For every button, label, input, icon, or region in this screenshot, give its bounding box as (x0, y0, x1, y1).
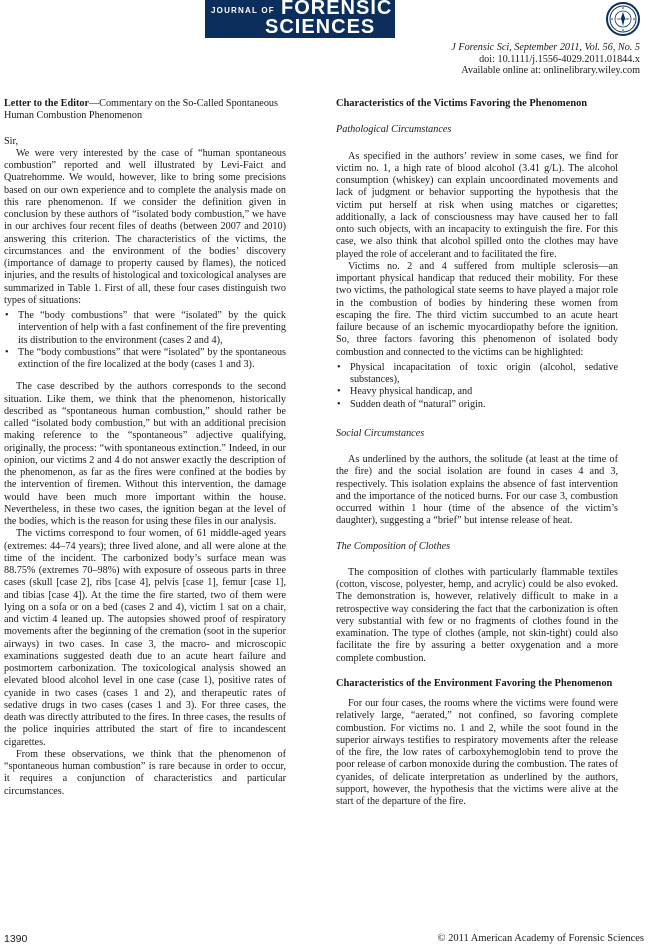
letter-title-subject: —Commentary on the So-Called Spontaneous Human Combustion Phenomenon (4, 98, 278, 122)
subheading-pathological: Pathological Circumstances (336, 124, 452, 136)
section-heading-victims: Characteristics of the Victims Favoring the Phenomenon (336, 98, 588, 109)
letter-paragraph-3: The victims correspond to four women, of 61 middle-aged years (extremes: 44–74 years); three lived alone, and all were alone at the time of the incident. The carbonized body’s surface mean was 88.75% (extremes 70–98%) with exposure of osseous parts in three cases (skull [case 2], ribs [case 4], pelvis [case 1], femur [case 1], and tibias [case 4]). At the time the fire started, two of them were lying on a sofa or on a bed (cases 2 and 4), victim 1 sat on a chair, and victim 4 leaned up. The autopsies showed proof of respiratory movements after the beginning of the cremation (soot in the superior airways) in two cases. In case 3, the macro- and microscopic examinations suggested death due to an acute heart failure and postmortem carbonization. The toxicological analysis showed an elevated blood alcohol level in one case (case 1), positive rates of cyanide in two cases (cases 1 and 2), and therapeutic rates of sedative drugs in two cases (cases 1 and 3). For three cases, the death was directly attributed to the fires. In three cases, the results of the police inquiries attributed the start of fire to incandescent cigarettes. (4, 528, 286, 748)
situation-list (4, 310, 286, 371)
right-paragraph-3: As underlined by the authors, the solitude (at least at the time of the fire) and the social isolation are found in cases 4 and 3, respectively. This isolation explains the absence of fast intervention and the importance of the noticed burns. For our case 3, combustion occurred within 1 hour (time of the absence of the victim’s daughter), suggesting a “brief” but intense release of heat. (336, 454, 618, 527)
list-item: • Physical incapacitation of toxic origin (alcohol, sedative substances), (336, 362, 618, 387)
masthead-sciences: SCIENCES (265, 16, 376, 38)
citation-block (340, 42, 640, 77)
masthead-journal-of: JOURNAL OF (211, 6, 275, 15)
page-number: 1390 (4, 933, 28, 945)
factor-list (336, 362, 618, 411)
list-item: • Heavy physical handicap, and (336, 386, 618, 398)
citation-doi: doi: 10.1111/j.1556-4029.2011.01844.x (479, 53, 640, 65)
right-paragraph-2: Victims no. 2 and 4 suffered from multiple sclerosis—an important physical handicap that reduced their mobility. For these two victims, the pathological state seems to have played a major role in the combustion of bodies by hindering these women from escaping the fire. The third victim succumbed to an acute heart failure because of an ischemic myocardiopathy before the ignition. So, three factors favoring this phenomenon of isolated body combustion and connected to the victims can be highlighted: (336, 260, 618, 358)
subheading-social: Social Circumstances (336, 427, 425, 439)
academy-seal-icon (606, 2, 640, 36)
list-item: • Sudden death of “natural” origin. (336, 399, 618, 411)
subheading-clothes: The Composition of Clothes (336, 540, 451, 552)
right-paragraph-4: The composition of clothes with particularly flammable textiles (cotton, viscose, polyester, hemp, and acrylic) could be also evoked. The demonstration is, however, relatively difficult to make in a retrospective way considering the fact that the carbonization is often very substantial with few or no fragments of clothes found in the examination. The type of clothes (ample, not skin-tight) could also facilitate the fire by assuring a better oxygenation and a more complete combustion. (336, 566, 618, 664)
letter-title-label: Letter to the Editor (4, 98, 89, 109)
letter-paragraph-4: From these observations, we think that the phenomenon of “spontaneous human combustion” is rare because in order to occur, it requires a conjunction of characteristics and particular circumstances. (4, 748, 286, 797)
letter-paragraph-1: We were very interested by the case of “human spontaneous combustion” reported and well illustrated by Levi-Faict and Quatrehomme. We would, however, like to bring some precisions based on our own experience and to complete the analysis made on this rare phenomenon. If we consider the definition given in conclusion by these authors of “isolated body combustion,” we have in our archives four recent files of deaths (between 2007 and 2010) answering this criterion. The characteristics of the victims, the circumstances and the environment of the bodies’ discovery (importance of damage to property caused by flames), the noticed injuries, and the results of histological and toxicological analyses are summarized in Table 1. First of all, these four cases distinguish two types of situations: (4, 147, 286, 306)
left-column (4, 98, 286, 798)
journal-masthead (205, 0, 395, 38)
right-paragraph-1: As specified in the authors’ review in some cases, we find for victim no. 1, a high rate of blood alcohol (3.41 g/L). The alcohol consumption (whiskey) can explain uncoordinated movements and lack of judgment or behavior supporting the hypothesis that the victim put herself at risk when using matches or cigarettes; additionally, a lack of consciousness may have caused her to fall onto such objects, with an incapacity to extinguish the fire. For this case, we also think that alcohol spilled onto the clothes may have played the role of accelerant and to facilitated the fire. (336, 150, 618, 260)
masthead-forensic: FORENSIC (281, 0, 393, 19)
list-item: • The “body combustions” that were “isolated” by the spontaneous extinction of the fire localized at the body (cases 1 and 3). (4, 347, 286, 372)
copyright-notice: © 2011 American Academy of Forensic Sciences (437, 933, 644, 944)
section-heading-environment: Characteristics of the Environment Favoring the Phenomenon (336, 677, 613, 689)
right-paragraph-5: For our four cases, the rooms where the victims were found were relatively large, “aerated,” not confined, so favoring complete combustion. For victims no. 1 and 2, while the soot found in the superior airways testifies to respiratory movements after the release of the fire, the low rates of carboxyhemoglobin tend to prove the poor release of carbon monoxide during the combustion. The rates of cyanides, of delicate interpretation as underlined by the authors, support, however, the hypothesis that the victims were alive at the start of the departure of the fire. (336, 698, 618, 807)
letter-title (4, 98, 286, 123)
citation-availability: Available online at: onlinelibrary.wiley.com (461, 65, 640, 77)
salutation: Sir, (4, 135, 19, 147)
letter-paragraph-2: The case described by the authors corresponds to the second situation. Like them, we think that the phenomenon, historically described as “spontaneous human combustion,” should rather be called “isolated body combustion,” but with an additional precision making reference to the “spontaneous” adjective qualifying, originally, the process: “with spontaneous extinction.” Indeed, in our opinion, our victims 2 and 4 do not answer exactly the description of the phenomenon, as far as the fires were confined at the bodies by the intervention of firemen. Without this intervention, the damage would have been much more important within the house. Nevertheless, in these two cases, the ignition began at the level of the bodies, which is the reason for using these files in our analysis. (4, 381, 286, 527)
list-item: • The “body combustions” that were “isolated” by the quick intervention of help with a fast confinement of the fire preventing its distribution to the environment (cases 2 and 4), (4, 310, 286, 347)
citation-journal: J Forensic Sci, September 2011, Vol. 56, No. 5 (451, 42, 640, 53)
right-column (336, 98, 618, 808)
